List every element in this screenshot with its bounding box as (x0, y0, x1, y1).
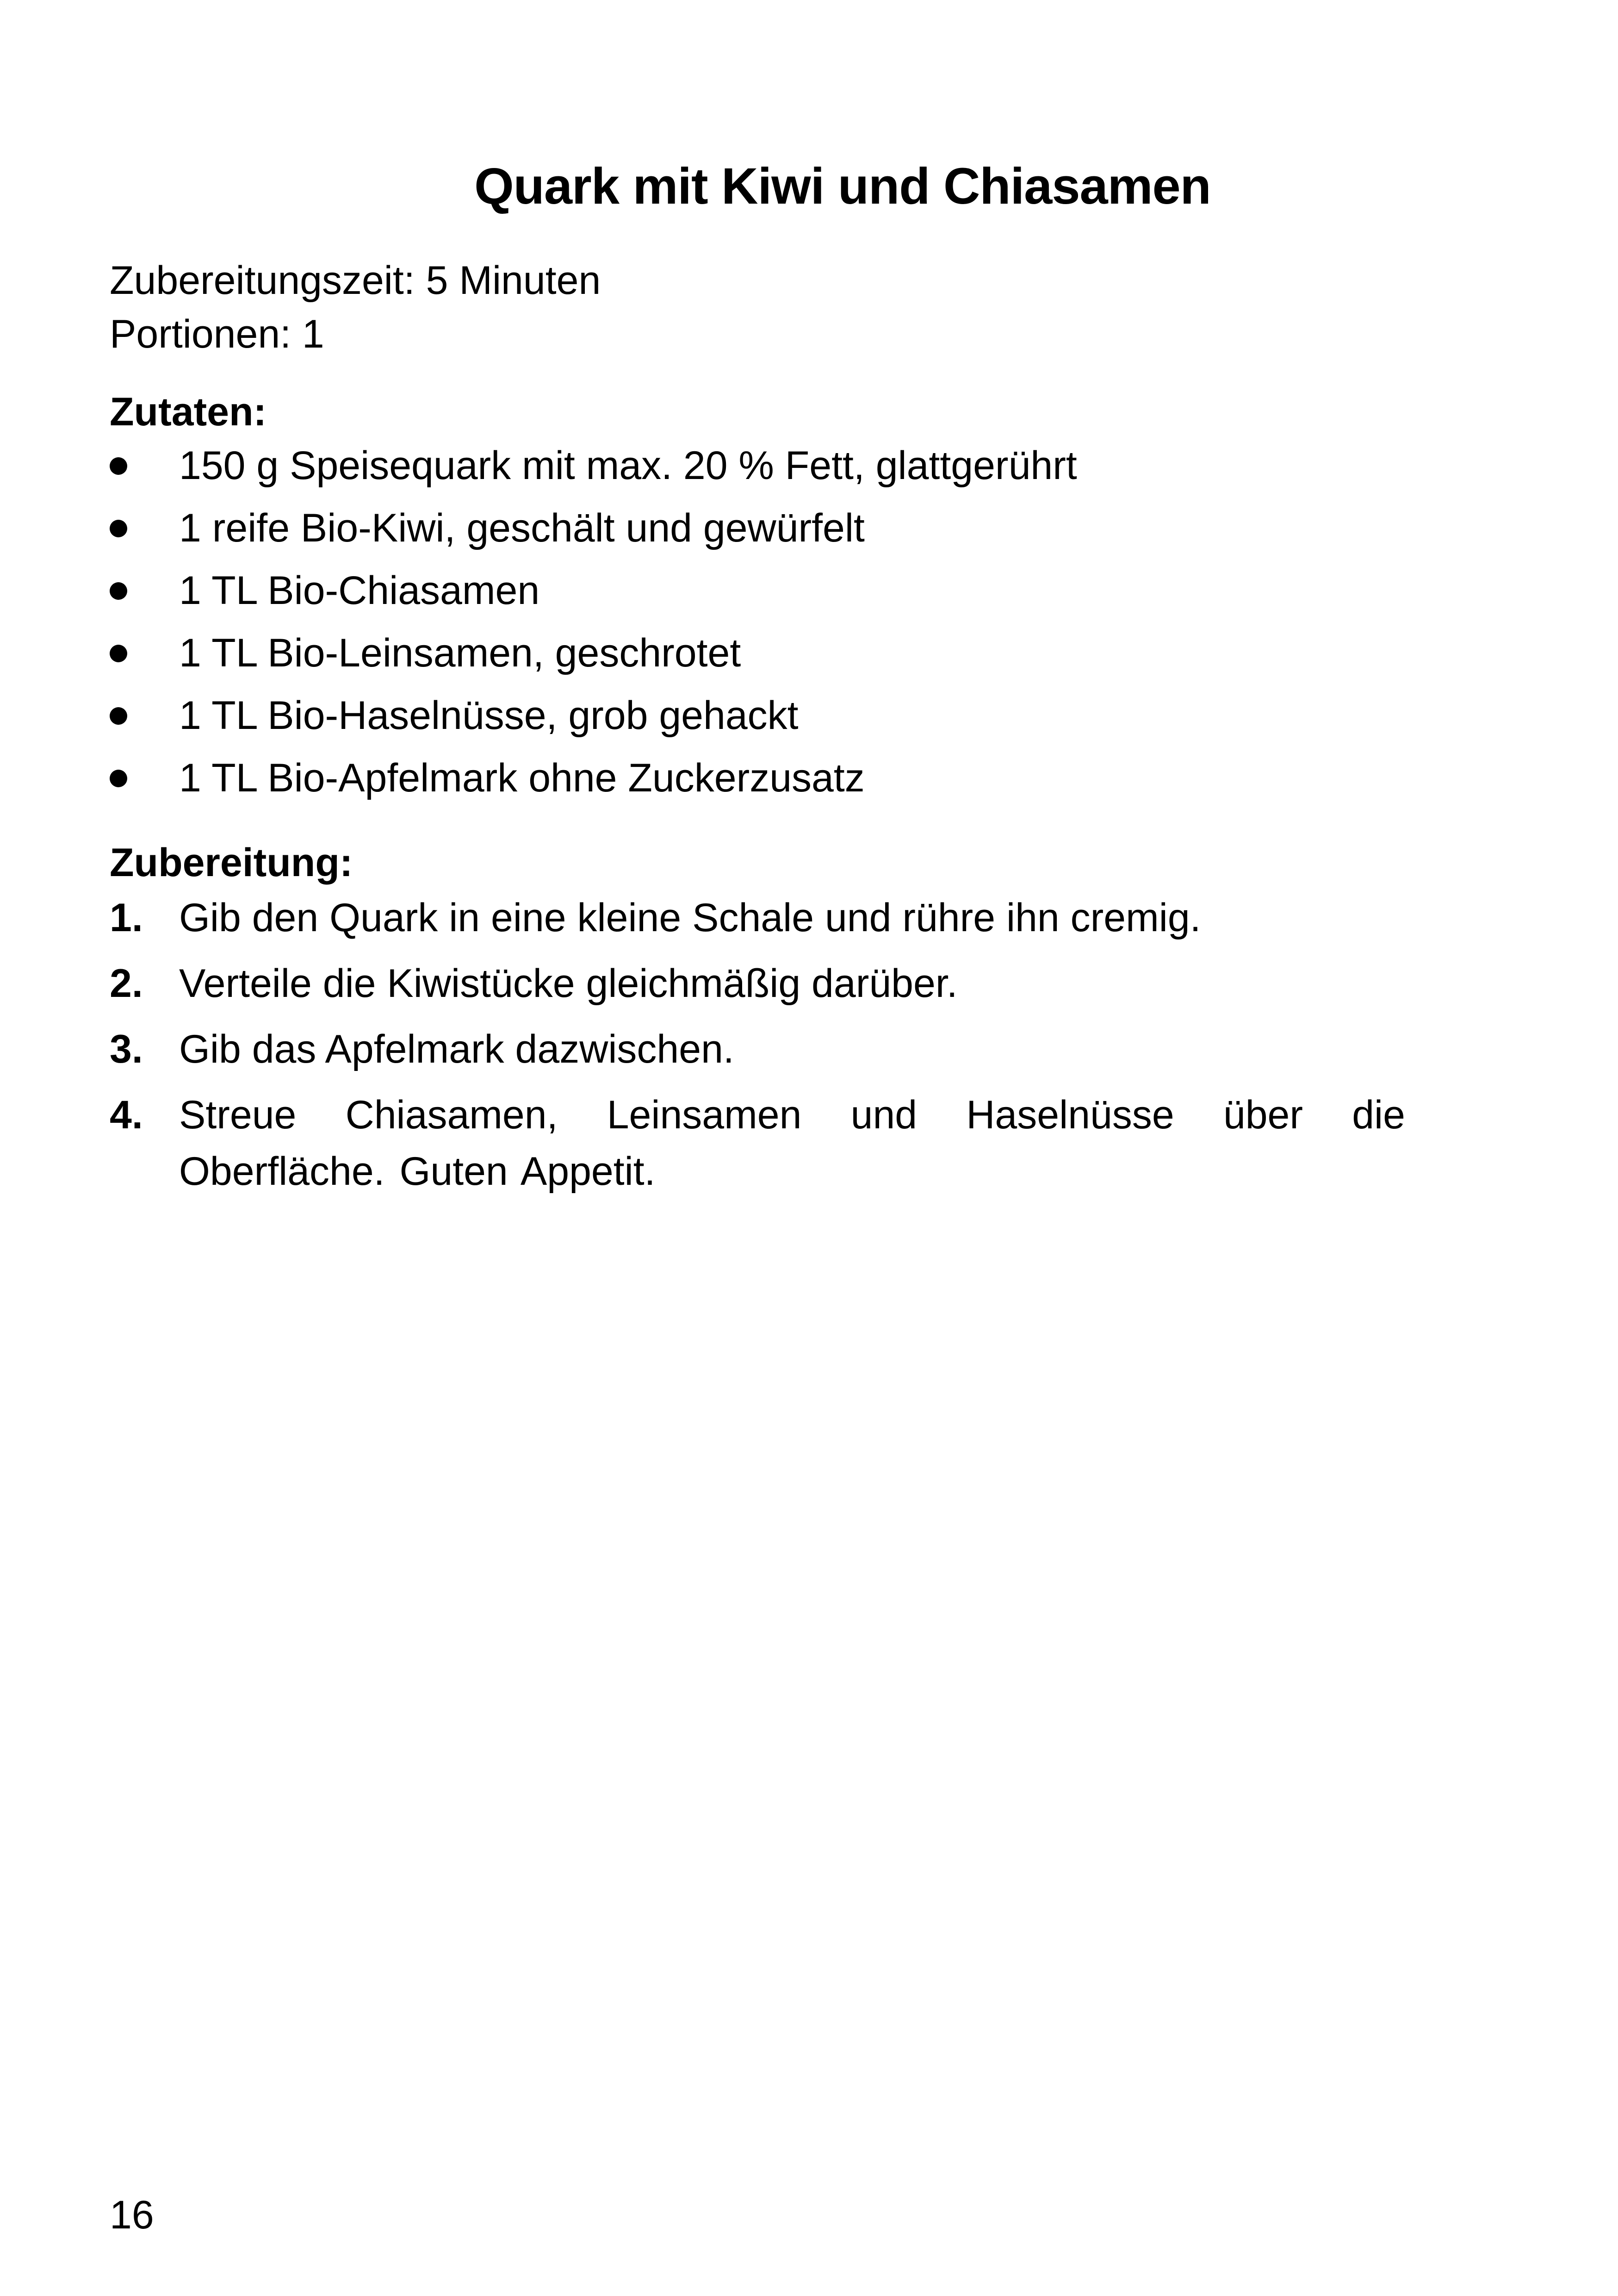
servings: Portionen: 1 (110, 312, 324, 356)
ingredient-text: 1 TL Bio-Haselnüsse, grob gehackt (179, 693, 799, 738)
bullet-icon (110, 457, 127, 475)
ingredient-item (110, 564, 1498, 626)
step-text: Streue Chiasamen, Leinsamen und Haselnüsse über die Oberfläche. Guten Appetit. (179, 1093, 1405, 1194)
bullet-icon (110, 645, 127, 662)
ingredient-text: 1 TL Bio-Chiasamen (179, 568, 540, 613)
ingredients-heading: Zutaten: (110, 390, 267, 434)
step-number: 3. (110, 1027, 143, 1071)
ingredient-text: 1 reife Bio-Kiwi, geschält und gewürfelt (179, 506, 865, 550)
step-item (110, 1021, 1405, 1077)
page-number: 16 (110, 2193, 154, 2237)
step-text: Gib das Apfelmark dazwischen. (179, 1027, 734, 1071)
bullet-icon (110, 520, 127, 537)
step-number: 2. (110, 961, 143, 1006)
ingredient-item (110, 439, 1498, 501)
step-item (110, 955, 1405, 1012)
steps-list (110, 890, 1405, 1209)
ingredient-text: 150 g Speisequark mit max. 20 % Fett, glattgerührt (179, 443, 1077, 488)
steps-heading: Zubereitung: (110, 840, 353, 885)
ingredient-item (110, 751, 1498, 814)
ingredient-text: 1 TL Bio-Apfelmark ohne Zuckerzusatz (179, 756, 865, 800)
prep-time: Zubereitungszeit: 5 Minuten (110, 258, 601, 303)
ingredients-list (110, 439, 1498, 814)
ingredient-text: 1 TL Bio-Leinsamen, geschrotet (179, 631, 741, 675)
step-item (110, 890, 1405, 946)
step-text: Gib den Quark in eine kleine Schale und rühre ihn cremig. (179, 896, 1201, 940)
recipe-title: Quark mit Kiwi und Chiasamen (474, 158, 1211, 215)
bullet-icon (110, 707, 127, 725)
step-item (110, 1087, 1405, 1200)
step-text: Verteile die Kiwistücke gleichmäßig darüber. (179, 961, 958, 1006)
step-number: 4. (110, 1093, 143, 1137)
ingredient-item (110, 689, 1498, 751)
ingredient-item (110, 626, 1498, 689)
bullet-icon (110, 770, 127, 787)
step-number: 1. (110, 896, 143, 940)
ingredient-item (110, 501, 1498, 564)
recipe-meta (110, 254, 601, 361)
bullet-icon (110, 582, 127, 600)
